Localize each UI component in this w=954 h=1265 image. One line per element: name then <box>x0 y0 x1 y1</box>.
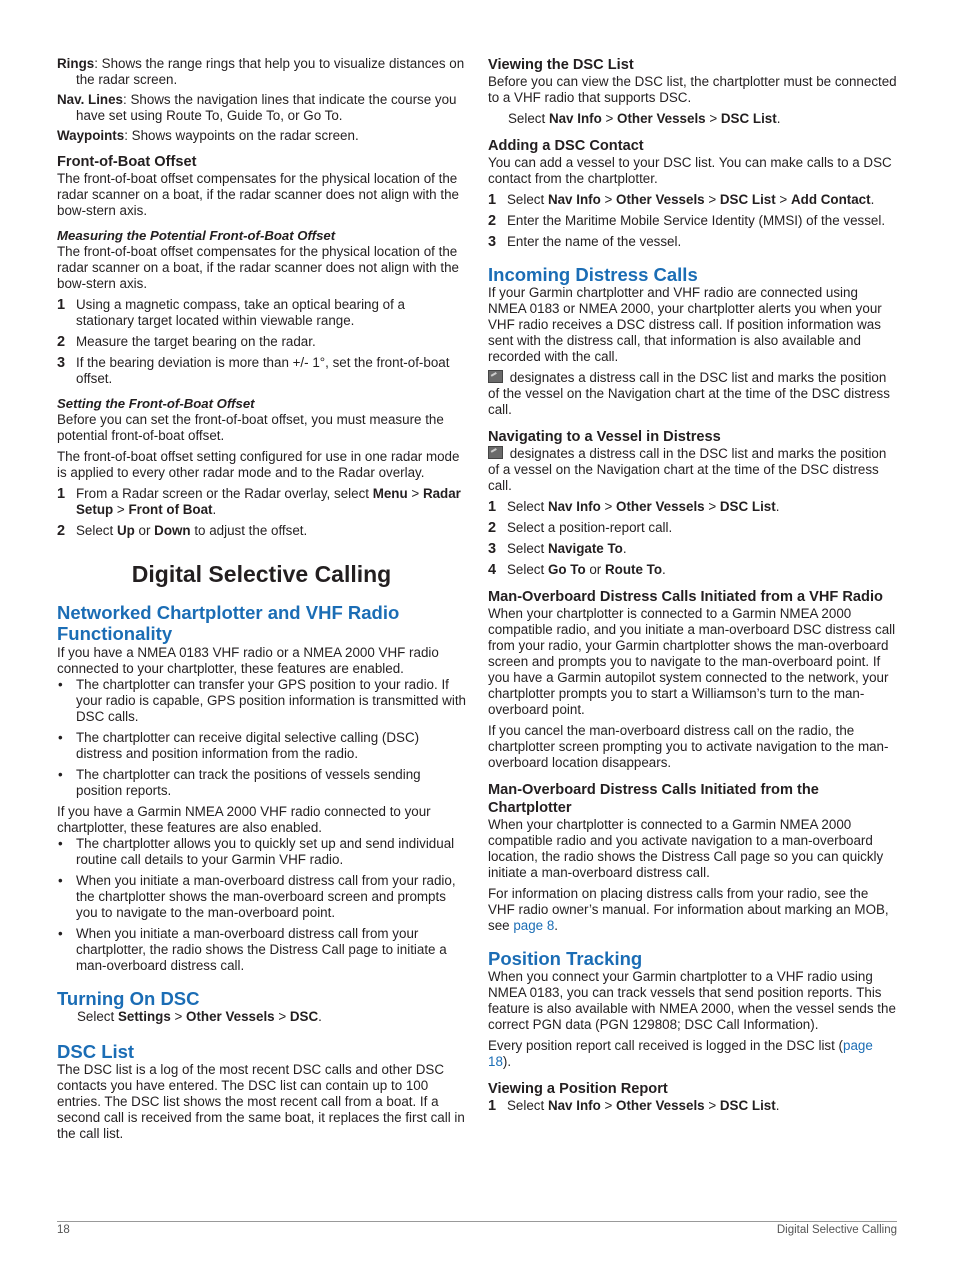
nav-step-2: 2 Select a position-report call. <box>488 520 673 536</box>
turning-on-dsc-heading: Turning On DSC <box>57 988 200 1009</box>
viewing-dsc-list-text: Before you can view the DSC list, the chartplotter must be connected to a VHF radio that supports DSC. <box>488 74 897 105</box>
setting-heading: Setting the Front-of-Boat Offset <box>57 396 255 411</box>
networked-text-2: If you have a Garmin NMEA 2000 VHF radio connected to your chartplotter, these features are also enabled. <box>57 804 431 835</box>
left-column <box>57 56 466 1142</box>
mob-chartplotter-heading: Man-Overboard Distress Calls Initiated from the Chartplotter <box>488 782 819 816</box>
rings-definition: Rings: Shows the range rings that help you to visualize distances on the radar screen. <box>57 56 465 87</box>
distress-call-icon <box>488 370 503 383</box>
measure-step-2: 2 Measure the target bearing on the radar. <box>57 334 316 350</box>
position-tracking-text-1: When you connect your Garmin chartplotter to a VHF radio using NMEA 0183, you can track vessels that send position reports. This feature is also available with NMEA 2000, when the vessel sends the correct PGN data (PGN 129808; DSC Call Information). <box>488 969 896 1032</box>
setting-step-2: 2 Select Up or Down to adjust the offset. <box>57 523 308 539</box>
adding-dsc-contact-text: You can add a vessel to your DSC list. You can make calls to a DSC contact from the chartplotter. <box>488 155 892 186</box>
right-column <box>488 56 898 1119</box>
nav-lines-definition: Nav. Lines: Shows the navigation lines that indicate the course you have set using Route To, Guide To, or Go To. <box>57 92 457 123</box>
front-of-boat-heading: Front-of-Boat Offset <box>57 154 197 170</box>
distress-call-icon <box>488 446 503 459</box>
adding-step-2: 2 Enter the Maritime Mobile Service Identity (MMSI) of the vessel. <box>488 213 886 229</box>
list-item: • When you initiate a man-overboard distress call from your radio, the chartplotter shows the man-overboard screen and prompts you to navigate to the man-overboard point. <box>58 873 456 920</box>
adding-dsc-contact-heading: Adding a DSC Contact <box>488 138 644 154</box>
nav-step-4: 4 Select Go To or Route To. <box>488 562 666 578</box>
page-8-link[interactable]: page 8 <box>513 918 555 933</box>
mob-vhf-text-2: If you cancel the man-overboard distress call on the radio, the chartplotter screen prompting you to activate navigation to the man-overboard location disappears. <box>488 723 889 770</box>
measure-step-1: 1 Using a magnetic compass, take an optical bearing of a stationary target located within viewable range. <box>57 297 405 328</box>
position-tracking-text-2: Every position report call received is logged in the DSC list (page 18). <box>488 1038 873 1069</box>
measuring-text: The front-of-boat offset compensates for the physical location of the radar scanner on a boat, if the radar scanner does not align with the bow-stern axis. <box>57 244 459 291</box>
mob-vhf-text-1: When your chartplotter is connected to a Garmin NMEA 2000 compatible radio, and you initiate a man-overboard DSC distress call from your radio, your Garmin chartplotter shows the man-overboard screen and prompts you to navigate to the man-overboard point. If you have a Garmin autopilot system connected to the network, your chartplotter prompts you to start a Williamson’s turn to the man-overboard point. <box>488 606 896 717</box>
nav-step-1: 1 Select Nav Info > Other Vessels > DSC List. <box>488 499 780 515</box>
viewing-position-report-heading: Viewing a Position Report <box>488 1081 668 1097</box>
viewing-dsc-list-heading: Viewing the DSC List <box>488 57 634 73</box>
mob-vhf-heading: Man-Overboard Distress Calls Initiated from a VHF Radio <box>488 589 883 605</box>
navigating-distress-icon-text: designates a distress call in the DSC list and marks the position of a vessel on the Navigation chart at the time of the DSC distress call. <box>488 446 887 493</box>
footer-divider <box>57 1221 897 1222</box>
viewing-dsc-list-instruction: Select Nav Info > Other Vessels > DSC List. <box>508 111 781 126</box>
networked-text-1: If you have a NMEA 0183 VHF radio or a NMEA 2000 VHF radio connected to your chartplotter, these features are enabled. <box>57 645 439 676</box>
incoming-distress-icon-text: designates a distress call in the DSC list and marks the position of the vessel on the Navigation chart at the time of the DSC distress call. <box>488 370 890 417</box>
footer-section-name: Digital Selective Calling <box>776 1224 897 1236</box>
mob-chartplotter-text-1: When your chartplotter is connected to a Garmin NMEA 2000 compatible radio and you activate navigation to a man-overboard location, the radio shows the Distress Call page so you can quickly initiate a man-overboard distress call. <box>488 817 884 880</box>
dsc-list-heading: DSC List <box>57 1041 135 1062</box>
waypoints-definition: Waypoints: Shows waypoints on the radar screen. <box>57 128 359 143</box>
page-18-link[interactable]: page 18 <box>488 1038 873 1069</box>
chapter-title: Digital Selective Calling <box>131 561 392 587</box>
networked-heading: Networked Chartplotter and VHF Radio Functionality <box>57 602 400 644</box>
nav-step-3: 3 Select Navigate To. <box>488 541 627 557</box>
list-item: • When you initiate a man-overboard distress call from your chartplotter, the radio shows the Distress Call page to initiate a man-overboard distress call. <box>58 926 447 973</box>
page-number: 18 <box>57 1224 70 1236</box>
incoming-distress-heading: Incoming Distress Calls <box>488 264 698 285</box>
list-item: • The chartplotter can transfer your GPS position to your radio. If your radio is capable, GPS position information is transmitted with DSC calls. <box>58 677 466 724</box>
viewpos-step-1: 1 Select Nav Info > Other Vessels > DSC List. <box>488 1098 780 1114</box>
turning-on-dsc-instruction: Select Settings > Other Vessels > DSC. <box>77 1009 322 1024</box>
adding-step-1: 1 Select Nav Info > Other Vessels > DSC List > Add Contact. <box>488 192 875 208</box>
setting-step-1: 1 From a Radar screen or the Radar overlay, select Menu > Radar Setup > Front of Boat. <box>57 486 461 517</box>
setting-text-1: Before you can set the front-of-boat offset, you must measure the potential front-of-boat offset. <box>57 412 444 443</box>
list-item: • The chartplotter allows you to quickly set up and send individual routine call details to your Garmin VHF radio. <box>58 836 455 867</box>
front-of-boat-text: The front-of-boat offset compensates for the physical location of the radar scanner on a boat, if the radar scanner does not align with the bow-stern axis. <box>57 171 459 218</box>
measuring-heading: Measuring the Potential Front-of-Boat Offset <box>57 228 336 243</box>
mob-chartplotter-text-2: For information on placing distress calls from your radio, see the VHF radio owner’s manual. For information about marking an MOB, see page 8. <box>488 886 889 933</box>
list-item: • The chartplotter can receive digital selective calling (DSC) distress and position information from the radio. <box>58 730 420 761</box>
adding-step-3: 3 Enter the name of the vessel. <box>488 234 682 250</box>
measure-step-3: 3 If the bearing deviation is more than +/- 1°, set the front-of-boat offset. <box>57 355 450 386</box>
dsc-list-text: The DSC list is a log of the most recent DSC calls and other DSC contacts you have entered. The DSC list can contain up to 100 entries. The DSC list shows the most recent call from a boat. If a second call is received from the same boat, it replaces the first call in the call list. <box>57 1062 465 1141</box>
incoming-distress-text: If your Garmin chartplotter and VHF radio are connected using NMEA 0183 or NMEA 2000, your chartplotter alerts you when your VHF radio receives a DSC distress call. If position information was sent with the distress call, that information is also available and recorded with the call. <box>488 285 882 364</box>
position-tracking-heading: Position Tracking <box>488 948 643 969</box>
navigating-distress-heading: Navigating to a Vessel in Distress <box>488 429 721 445</box>
list-item: • The chartplotter can track the positions of vessels sending position reports. <box>58 767 421 798</box>
setting-text-2: The front-of-boat offset setting configured for use in one radar mode is applied to every other radar mode and to the Radar overlay. <box>57 449 460 480</box>
